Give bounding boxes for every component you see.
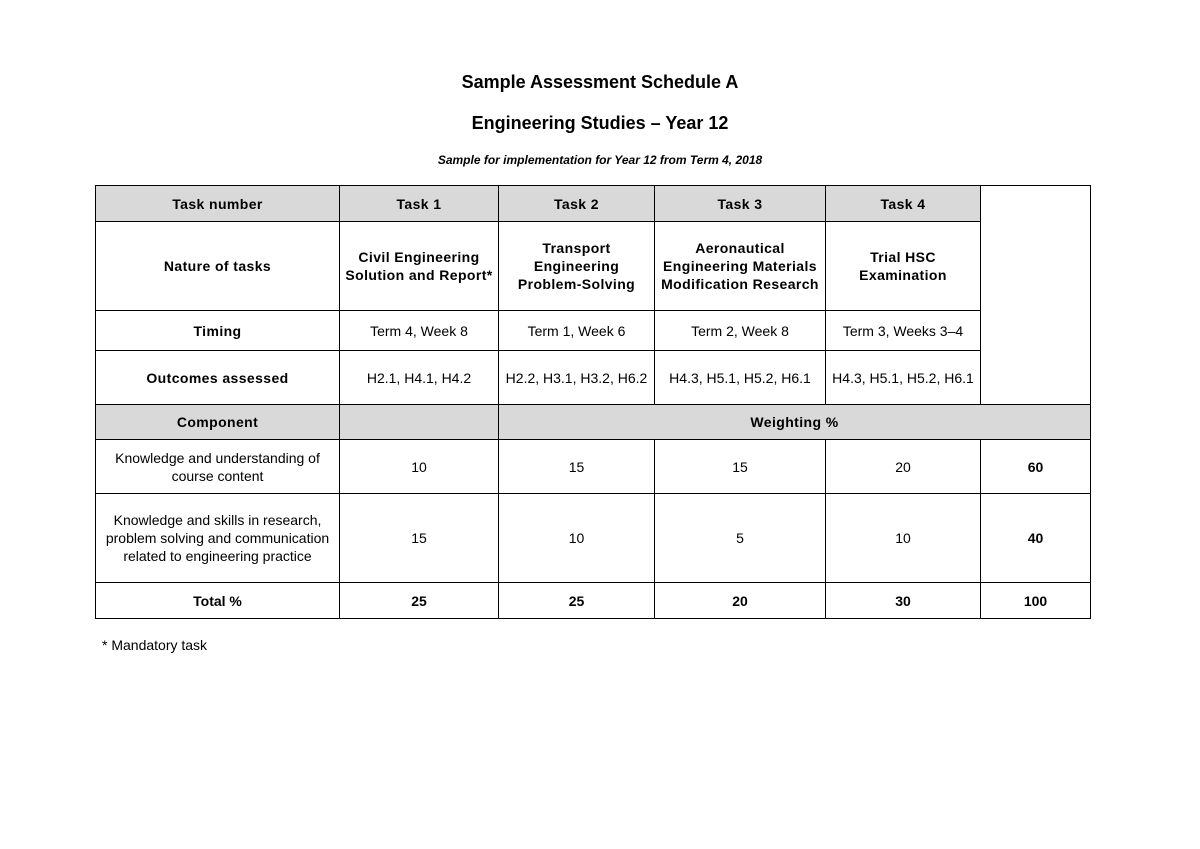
task-2-timing: Term 1, Week 6	[499, 311, 655, 351]
document-subject: Engineering Studies – Year 12	[471, 113, 729, 133]
component-header-row	[96, 405, 1091, 440]
total-task-2: 25	[499, 583, 655, 619]
total-task-4: 30	[826, 583, 981, 619]
component-2-weighting: 40	[981, 494, 1091, 583]
component-1-task-3: 15	[655, 440, 826, 494]
component-2-name: Knowledge and skills in research, problem solving and communication related to engineering practice	[96, 494, 340, 583]
component-label: Component	[96, 405, 340, 440]
empty-header-cell	[981, 186, 1091, 405]
weighting-label: Weighting %	[499, 405, 1091, 440]
component-2-task-3: 5	[655, 494, 826, 583]
component-1-name: Knowledge and understanding of course content	[96, 440, 340, 494]
component-row-1	[96, 440, 1091, 494]
task-4-timing: Term 3, Weeks 3–4	[826, 311, 981, 351]
task-number-label: Task number	[96, 186, 340, 222]
component-1-task-1: 10	[340, 440, 499, 494]
total-row	[96, 583, 1091, 619]
document-title: Sample Assessment Schedule A	[461, 72, 739, 92]
document-subtitle: Sample for implementation for Year 12 from Term 4, 2018	[437, 153, 763, 167]
total-weighting: 100	[981, 583, 1091, 619]
total-label: Total %	[96, 583, 340, 619]
outcomes-label: Outcomes assessed	[96, 351, 340, 405]
component-2-task-2: 10	[499, 494, 655, 583]
total-task-1: 25	[340, 583, 499, 619]
total-task-3: 20	[655, 583, 826, 619]
component-header-blank	[340, 405, 499, 440]
nature-row	[96, 222, 1091, 311]
task-2-outcomes: H2.2, H3.1, H3.2, H6.2	[499, 351, 655, 405]
task-number-row	[96, 186, 1091, 222]
task-3-timing: Term 2, Week 8	[655, 311, 826, 351]
task-4-header: Task 4	[826, 186, 981, 222]
task-1-outcomes: H2.1, H4.1, H4.2	[340, 351, 499, 405]
task-1-header: Task 1	[340, 186, 499, 222]
task-3-outcomes: H4.3, H5.1, H5.2, H6.1	[655, 351, 826, 405]
nature-label: Nature of tasks	[96, 222, 340, 311]
task-3-header: Task 3	[655, 186, 826, 222]
assessment-schedule-table	[95, 185, 1091, 619]
task-4-outcomes: H4.3, H5.1, H5.2, H6.1	[826, 351, 981, 405]
timing-label: Timing	[96, 311, 340, 351]
task-2-header: Task 2	[499, 186, 655, 222]
task-2-nature: Transport Engineering Problem-Solving	[499, 222, 655, 311]
task-3-nature: Aeronautical Engineering Materials Modification Research	[655, 222, 826, 311]
footnote: * Mandatory task	[102, 637, 208, 653]
outcomes-row	[96, 351, 1091, 405]
component-1-weighting: 60	[981, 440, 1091, 494]
component-1-task-4: 20	[826, 440, 981, 494]
timing-row	[96, 311, 1091, 351]
component-2-task-1: 15	[340, 494, 499, 583]
component-2-task-4: 10	[826, 494, 981, 583]
task-1-nature: Civil Engineering Solution and Report*	[340, 222, 499, 311]
task-4-nature: Trial HSC Examination	[826, 222, 981, 311]
component-row-2	[96, 494, 1091, 583]
component-1-task-2: 15	[499, 440, 655, 494]
task-1-timing: Term 4, Week 8	[340, 311, 499, 351]
